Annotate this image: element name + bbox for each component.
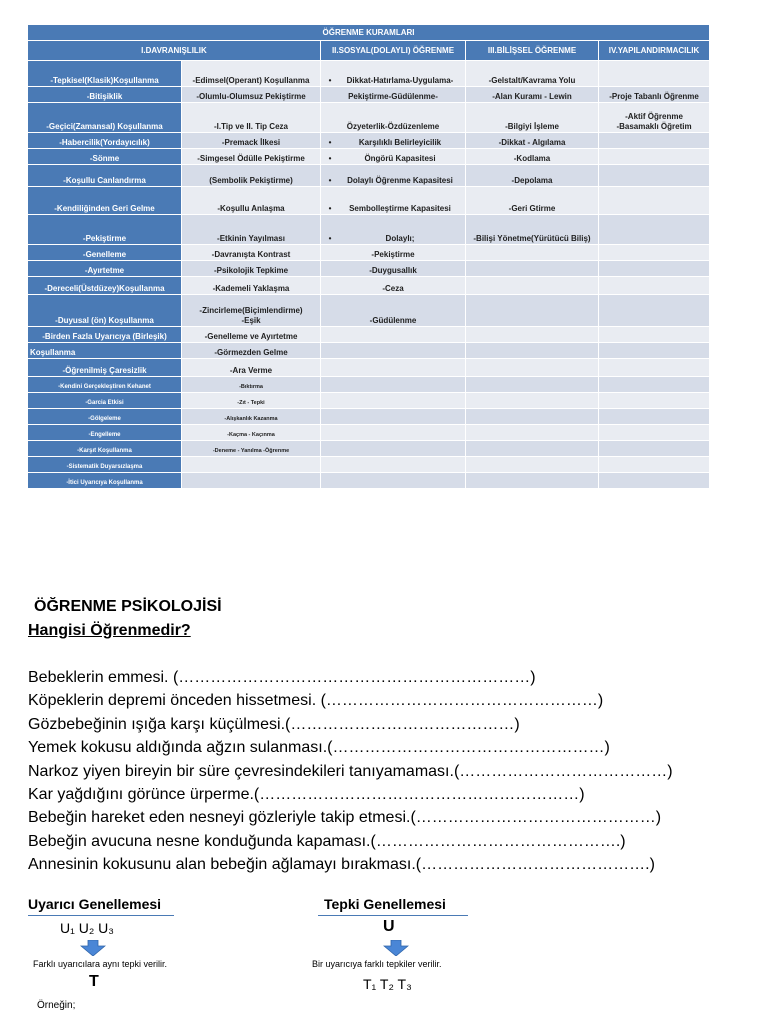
cognitive-concept	[466, 327, 599, 343]
operant-concept: -Premack İlkesi	[182, 133, 321, 149]
bullet-icon: •	[328, 138, 332, 147]
constructivism-concept	[599, 457, 710, 473]
constructivism-concept	[599, 245, 710, 261]
question-item: Bebeğin avucuna nesne konduğunda kapaması.(……………………………………….)	[28, 832, 626, 850]
behaviorism-concept: -Birden Fazla Uyarıcıya (Birleşik)	[28, 327, 182, 343]
social-learning-concept: • Dolaylı;	[321, 215, 466, 245]
constructivism-concept	[599, 187, 710, 215]
cognitive-concept	[466, 409, 599, 425]
question-item: Narkoz yiyen bireyin bir süre çevresindekileri tanıyamaması.(…………………………………)	[28, 762, 673, 780]
response-generalization-heading: Tepki Genellemesi	[318, 896, 468, 916]
table-row	[28, 277, 710, 295]
behaviorism-concept: -Duyusal (ön) Koşullanma	[28, 295, 182, 327]
table-row	[28, 409, 710, 425]
constructivism-concept	[599, 133, 710, 149]
constructivism-concept	[599, 473, 710, 489]
response-top: U	[383, 918, 395, 935]
cognitive-concept	[466, 343, 599, 359]
operant-concept: -Koşullu Anlaşma	[182, 187, 321, 215]
cognitive-concept: -Alan Kuramı - Lewin	[466, 87, 599, 103]
header-cognitive-learning: III.BİLİŞSEL ÖĞRENME	[466, 41, 599, 61]
table-row	[28, 393, 710, 409]
cognitive-concept	[466, 261, 599, 277]
social-learning-concept	[321, 457, 466, 473]
response-note: Bir uyarıcıya farklı tepkiler verilir.	[312, 959, 442, 969]
constructivism-concept	[599, 343, 710, 359]
social-learning-concept: • Dikkat-Hatırlama-Uygulama-	[321, 61, 466, 87]
cognitive-concept: -Bilgiyi İşleme	[466, 103, 599, 133]
cognitive-concept	[466, 393, 599, 409]
question-item: Bebeğin hareket eden nesneyi gözleriyle takip etmesi.(………………………………………)	[28, 809, 662, 827]
behaviorism-concept: -Kendiliğinden Geri Gelme	[28, 187, 182, 215]
social-learning-concept	[321, 441, 466, 457]
cognitive-concept: -Gelstalt/Kavrama Yolu	[466, 61, 599, 87]
table-row	[28, 441, 710, 457]
constructivism-concept	[599, 277, 710, 295]
table-row	[28, 133, 710, 149]
behaviorism-concept: -Habercilik(Yordayıcılık)	[28, 133, 182, 149]
table-row	[28, 261, 710, 277]
stimulus-generalization-heading: Uyarıcı Genellemesi	[28, 896, 174, 916]
table-row	[28, 215, 710, 245]
table-row	[28, 187, 710, 215]
table-title: ÖĞRENME KURAMLARI	[28, 25, 710, 41]
constructivism-concept	[599, 409, 710, 425]
operant-concept: -Genelleme ve Ayırtetme	[182, 327, 321, 343]
constructivism-concept	[599, 61, 710, 87]
table-row	[28, 327, 710, 343]
operant-concept: -Deneme - Yanılma -Öğrenme	[182, 441, 321, 457]
behaviorism-concept: -Koşullu Canlandırma	[28, 165, 182, 187]
operant-concept: -Görmezden Gelme	[182, 343, 321, 359]
header-constructivism: IV.YAPILANDIRMACILIK	[599, 41, 710, 61]
constructivism-concept	[599, 149, 710, 165]
social-learning-concept: -Ceza	[321, 277, 466, 295]
stimulus-note: Farklı uyarıcılara aynı tepki verilir.	[33, 959, 168, 969]
social-learning-concept	[321, 377, 466, 393]
question-item: Kar yağdığını görünce ürperme.(……………………………………………………)	[28, 786, 585, 804]
section-title: ÖĞRENME PSİKOLOJİSİ	[34, 598, 222, 615]
bullet-icon: •	[328, 234, 332, 243]
operant-concept: -Edimsel(Operant) Koşullanma	[182, 61, 321, 87]
behaviorism-concept: -Tepkisel(Klasik)Koşullanma	[28, 61, 182, 87]
constructivism-concept	[599, 425, 710, 441]
learning-theories-table	[27, 24, 710, 489]
operant-concept: -Kaçma - Kaçınma	[182, 425, 321, 441]
cognitive-concept: -Kodlama	[466, 149, 599, 165]
bullet-icon: •	[328, 204, 332, 213]
operant-concept: -Olumlu-Olumsuz Pekiştirme	[182, 87, 321, 103]
behaviorism-concept: Koşullanma	[28, 343, 182, 359]
constructivism-concept: -Proje Tabanlı Öğrenme	[599, 87, 710, 103]
operant-concept: -Zincirleme(Biçimlendirme) -Eşik	[182, 295, 321, 327]
behaviorism-concept: -Geçici(Zamansal) Koşullanma	[28, 103, 182, 133]
table-row	[28, 103, 710, 133]
stimulus-top: U₁ U₂ U₃	[60, 920, 114, 936]
cognitive-concept	[466, 295, 599, 327]
constructivism-concept: -Aktif Öğrenme -Basamaklı Öğretim	[599, 103, 710, 133]
behaviorism-concept: -Karşıt Koşullanma	[28, 441, 182, 457]
operant-concept: -Psikolojik Tepkime	[182, 261, 321, 277]
cognitive-concept	[466, 473, 599, 489]
table-row	[28, 149, 710, 165]
bullet-icon: •	[328, 154, 332, 163]
constructivism-concept	[599, 261, 710, 277]
behaviorism-concept: -Ayırtetme	[28, 261, 182, 277]
cognitive-concept	[466, 359, 599, 377]
operant-concept: (Sembolik Pekiştirme)	[182, 165, 321, 187]
social-learning-concept: -Duygusallık	[321, 261, 466, 277]
behaviorism-concept: -Gölgeleme	[28, 409, 182, 425]
down-arrow-icon	[80, 940, 106, 956]
cognitive-concept	[466, 457, 599, 473]
operant-concept	[182, 473, 321, 489]
constructivism-concept	[599, 377, 710, 393]
header-social-learning: II.SOSYAL(DOLAYLI) ÖĞRENME	[321, 41, 466, 61]
example-label: Örneğin;	[37, 1000, 76, 1011]
social-learning-concept	[321, 393, 466, 409]
bullet-icon: •	[328, 176, 332, 185]
constructivism-concept	[599, 327, 710, 343]
social-learning-concept	[321, 409, 466, 425]
behaviorism-concept: -Sistematik Duyarsızlaşma	[28, 457, 182, 473]
operant-concept: -Etkinin Yayılması	[182, 215, 321, 245]
behaviorism-concept: -Öğrenilmiş Çaresizlik	[28, 359, 182, 377]
constructivism-concept	[599, 165, 710, 187]
behaviorism-concept: -Kendini Gerçekleştiren Kehanet	[28, 377, 182, 393]
response-bottom: T₁ T₂ T₃	[363, 976, 412, 992]
constructivism-concept	[599, 295, 710, 327]
cognitive-concept: -Dikkat - Algılama	[466, 133, 599, 149]
table-row	[28, 377, 710, 393]
table-row	[28, 295, 710, 327]
operant-concept: -Davranışta Kontrast	[182, 245, 321, 261]
social-learning-concept: -Pekiştirme	[321, 245, 466, 261]
stimulus-bottom: T	[89, 973, 99, 990]
social-learning-concept: -Güdülenme	[321, 295, 466, 327]
behaviorism-concept: -Engelleme	[28, 425, 182, 441]
operant-concept: -Kademeli Yaklaşma	[182, 277, 321, 295]
social-learning-concept: • Karşılıklı Belirleyicilik	[321, 133, 466, 149]
operant-concept: -Bıktırma	[182, 377, 321, 393]
table-row	[28, 87, 710, 103]
social-learning-concept: • Dolaylı Öğrenme Kapasitesi	[321, 165, 466, 187]
behaviorism-concept: -Pekiştirme	[28, 215, 182, 245]
constructivism-concept	[599, 359, 710, 377]
bullet-icon: •	[328, 76, 332, 85]
operant-concept: -I.Tip ve II. Tip Ceza	[182, 103, 321, 133]
question-item: Bebeklerin emmesi. (…………………………………………………………)	[28, 669, 536, 686]
operant-concept: -Zıt - Tepki	[182, 393, 321, 409]
cognitive-concept	[466, 245, 599, 261]
cognitive-concept	[466, 377, 599, 393]
operant-concept: -Simgesel Ödülle Pekiştirme	[182, 149, 321, 165]
social-learning-concept	[321, 359, 466, 377]
behaviorism-concept: -Dereceli(Üstdüzey)Koşullanma	[28, 277, 182, 295]
social-learning-concept	[321, 343, 466, 359]
down-arrow-icon	[383, 940, 409, 956]
cognitive-concept: -Depolama	[466, 165, 599, 187]
question-item: Gözbebeğinin ışığa karşı küçülmesi.(……………………………………)	[28, 715, 520, 733]
table-body	[28, 61, 710, 489]
cognitive-concept: -Bilişi Yönetme(Yürütücü Biliş)	[466, 215, 599, 245]
behaviorism-concept: -Sönme	[28, 149, 182, 165]
table-row	[28, 343, 710, 359]
table-row	[28, 165, 710, 187]
social-learning-concept	[321, 473, 466, 489]
behaviorism-concept: -Genelleme	[28, 245, 182, 261]
table-row	[28, 359, 710, 377]
header-behaviorism: I.DAVRANIŞLILIK	[28, 41, 321, 61]
question-item: Köpeklerin depremi önceden hissetmesi. (……………………………………………)	[28, 692, 604, 710]
operant-concept: -Alışkanlık Kazanma	[182, 409, 321, 425]
cognitive-concept: -Geri Gtirme	[466, 187, 599, 215]
social-learning-concept: Özyeterlik-Özdüzenleme	[321, 103, 466, 133]
table-row	[28, 245, 710, 261]
social-learning-concept	[321, 327, 466, 343]
behaviorism-concept: -Garcia Etkisi	[28, 393, 182, 409]
table-row	[28, 425, 710, 441]
question-item: Annesinin kokusunu alan bebeğin ağlamayı bırakması.(…………………………………….)	[28, 856, 655, 874]
social-learning-concept: • Öngörü Kapasitesi	[321, 149, 466, 165]
constructivism-concept	[599, 215, 710, 245]
cognitive-concept	[466, 441, 599, 457]
question-item: Yemek kokusu aldığında ağzın sulanması.(……………………………………………)	[28, 739, 610, 757]
section-question: Hangisi Öğrenmedir?	[28, 622, 191, 639]
table-row	[28, 457, 710, 473]
social-learning-concept: Pekiştirme-Güdülenme-	[321, 87, 466, 103]
question-list	[28, 666, 748, 877]
operant-concept	[182, 457, 321, 473]
operant-concept: -Ara Verme	[182, 359, 321, 377]
social-learning-concept	[321, 425, 466, 441]
table-row	[28, 473, 710, 489]
cognitive-concept	[466, 425, 599, 441]
constructivism-concept	[599, 393, 710, 409]
behaviorism-concept: -İtici Uyarıcıya Koşullanma	[28, 473, 182, 489]
behaviorism-concept: -Bitişiklik	[28, 87, 182, 103]
social-learning-concept: • Sembolleştirme Kapasitesi	[321, 187, 466, 215]
table-row	[28, 61, 710, 87]
cognitive-concept	[466, 277, 599, 295]
constructivism-concept	[599, 441, 710, 457]
